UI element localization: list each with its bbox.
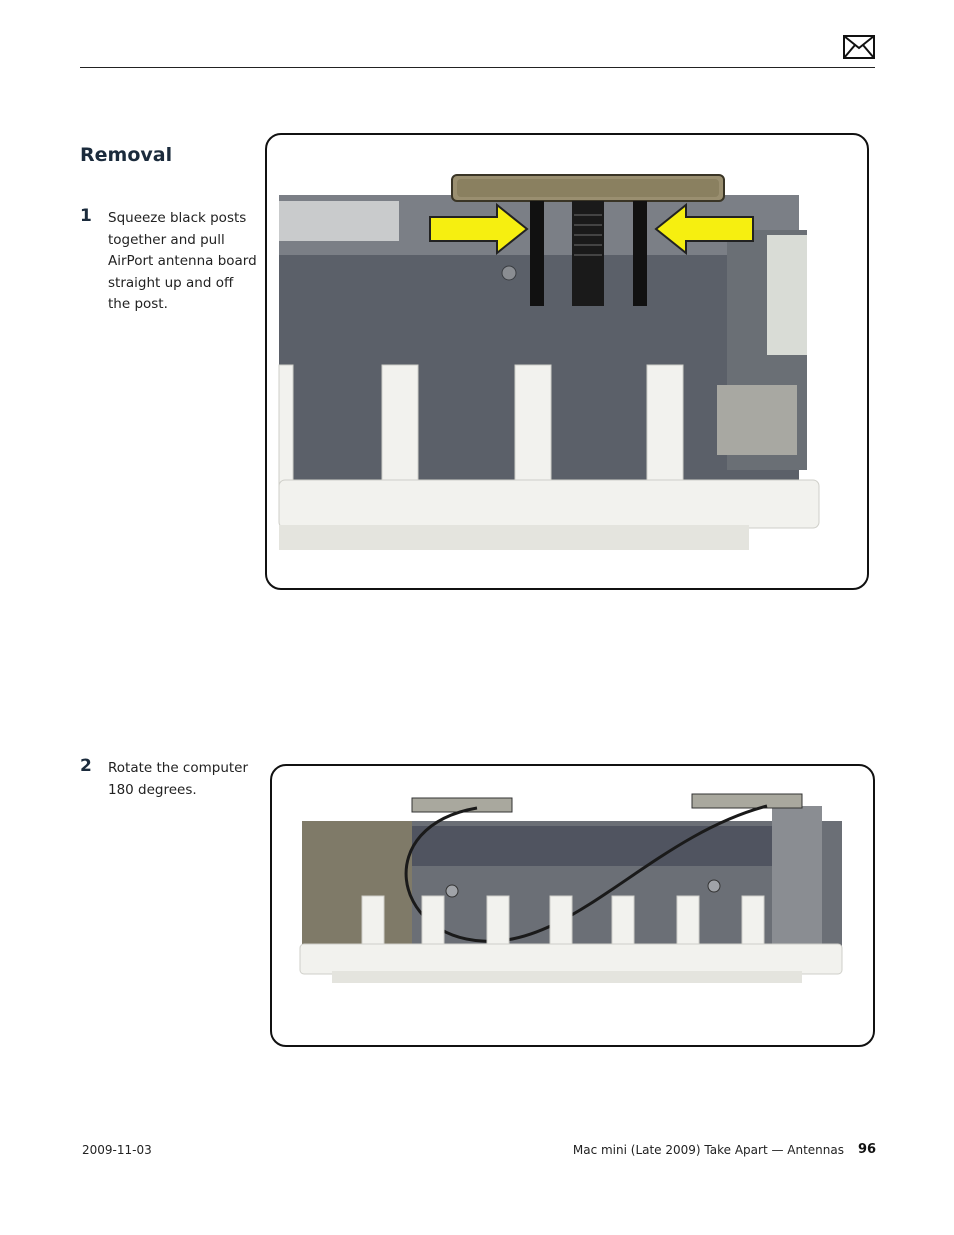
step-1-line: straight up and off — [108, 274, 234, 291]
step-1-line: AirPort antenna board — [108, 253, 257, 269]
page-number: 96 — [858, 1142, 877, 1157]
step-1-line: together and pull — [108, 231, 225, 248]
step-2-text — [108, 758, 258, 801]
step-1-number: 1 — [80, 206, 92, 226]
step-2-line: 180 degrees. — [108, 781, 197, 798]
header-divider — [80, 67, 875, 68]
step-1-text — [108, 208, 258, 316]
step-1-line: Squeeze black posts — [108, 210, 247, 226]
rotated-enclosure-illustration — [272, 766, 873, 1045]
footer-date: 2009-11-03 — [82, 1143, 152, 1157]
step-1-photo — [265, 133, 869, 590]
footer-doc-title: Mac mini (Late 2009) Take Apart — Antennas — [572, 1143, 844, 1157]
antenna-board-illustration — [267, 135, 867, 588]
step-2-line: Rotate the computer — [108, 760, 249, 776]
mail-icon[interactable] — [843, 35, 875, 59]
step-2-photo — [270, 764, 875, 1047]
section-title: Removal — [80, 144, 173, 166]
step-1-line: the post. — [108, 296, 168, 312]
step-2-number: 2 — [80, 756, 92, 776]
